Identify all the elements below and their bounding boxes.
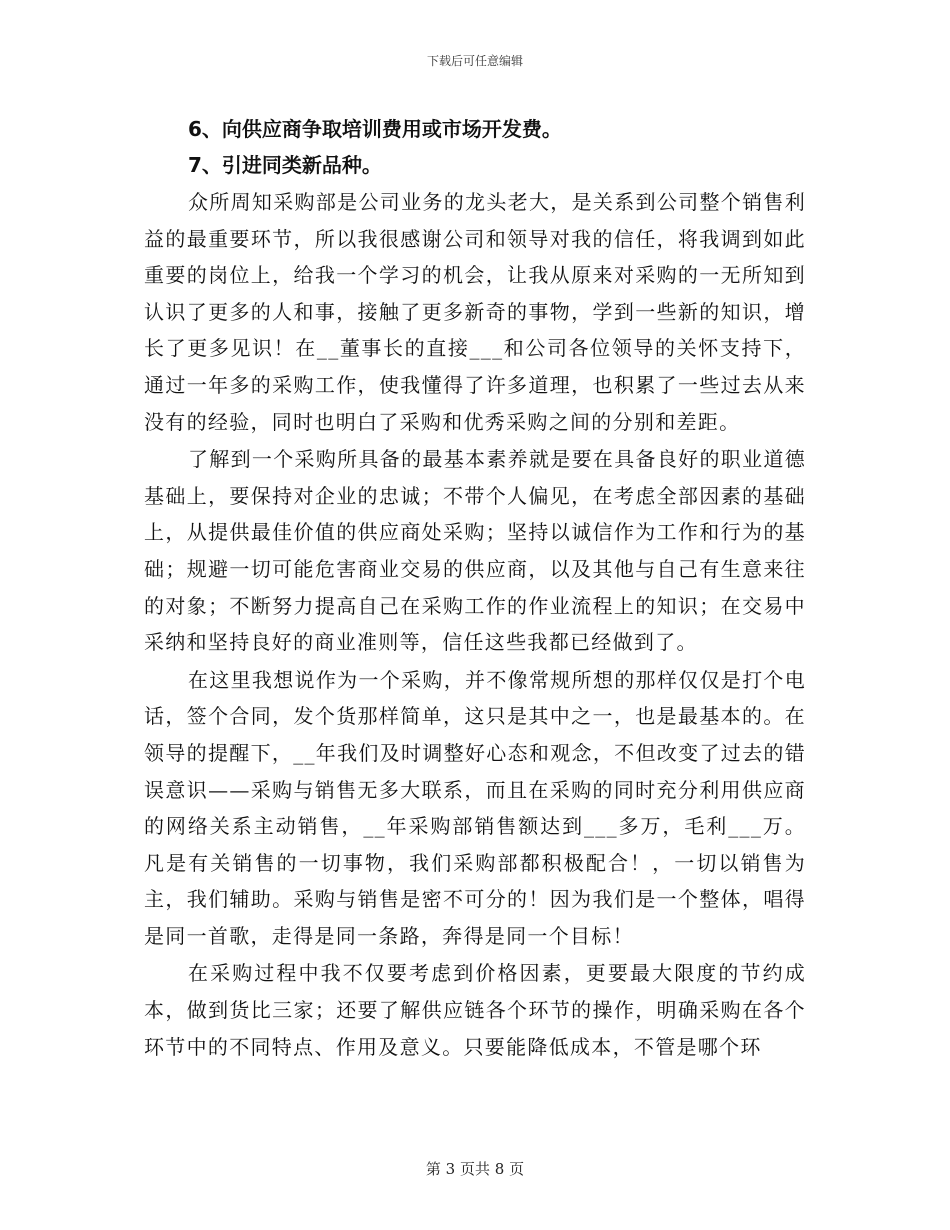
section-heading-6: 6、向供应商争取培训费用或市场开发费。 (188, 117, 562, 141)
section-heading-7: 7、引进同类新品种。 (188, 153, 382, 177)
paragraph-4: 在采购过程中我不仅要考虑到价格因素，更要最大限度的节约成本，做到货比三家；还要了解供应链各个环节的操作，明确采购在各个环节中的不同特点、作用及意义。只要能降低成本，不管是哪个环 (144, 961, 806, 1059)
page-header: 下载后可任意编辑 (426, 54, 523, 68)
paragraph-3: 在这里我想说作为一个采购，并不像常规所想的那样仅仅是打个电话，签个合同，发个货那样简单，这只是其中之一，也是最基本的。在领导的提醒下，__年我们及时调整好心态和观念，不但改变了过去的错误意识——采购与销售无多大联系，而且在采购的同时充分利用供应商的网络关系主动销售，__年采购部销售额达到___多万，毛利___万。凡是有关销售的一切事物，我们采购部都积极配合！，一切以销售为主，我们辅助。采购与销售是密不可分的！因为我们是一个整体，唱得是同一首歌，走得是同一条路，奔得是同一个目标！ (144, 667, 806, 948)
paragraph-2: 了解到一个采购所具备的最基本素养就是要在具备良好的职业道德基础上，要保持对企业的忠诚；不带个人偏见，在考虑全部因素的基础上，从提供最佳价值的供应商处采购；坚持以诚信作为工作和行为的基础；规避一切可能危害商业交易的供应商，以及其他与自己有生意来往的对象；不断努力提高自己在采购工作的作业流程上的知识；在交易中采纳和坚持良好的商业准则等，信任这些我都已经做到了。 (144, 447, 806, 655)
document-body (144, 111, 806, 1065)
paragraph-1: 众所周知采购部是公司业务的龙头老大，是关系到公司整个销售利益的最重要环节，所以我很感谢公司和领导对我的信任，将我调到如此重要的岗位上，给我一个学习的机会，让我从原来对采购的一无所知到认识了更多的人和事，接触了更多新奇的事物，学到一些新的知识，增长了更多见识！在__董事长的直接___和公司各位领导的关怀支持下，通过一年多的采购工作，使我懂得了许多道理，也积累了一些过去从来没有的经验，同时也明白了采购和优秀采购之间的分别和差距。 (144, 190, 806, 434)
page-number: 第 3 页共 8 页 (425, 1160, 525, 1178)
